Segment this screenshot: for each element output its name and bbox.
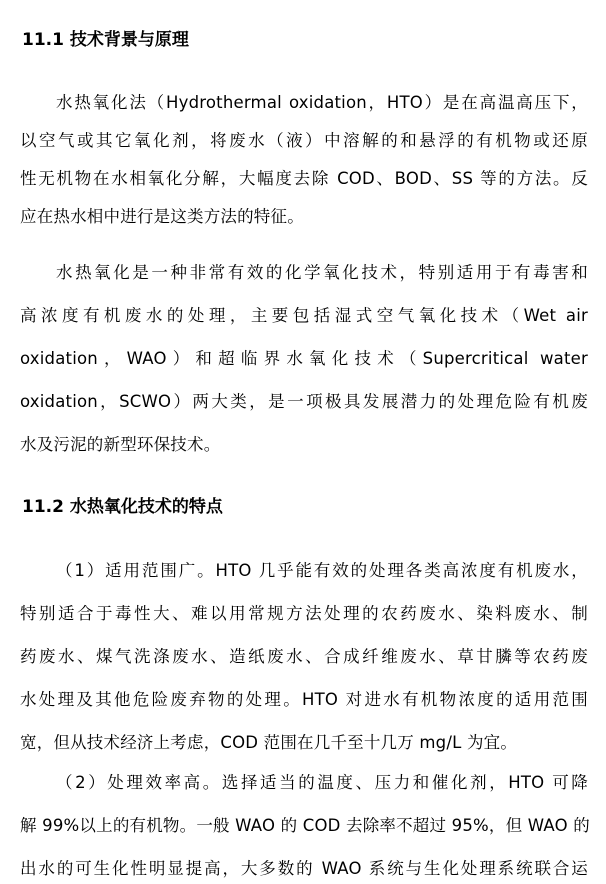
- text-line: oxidation，SCWO）两大类，是一项极具发展潜力的处理危险有机废: [20, 392, 588, 411]
- text-line: 水及污泥的新型环保技术。: [20, 435, 221, 454]
- text-line: 出水的可生化性明显提高，大多数的 WAO 系统与生化处理系统联合运: [20, 859, 588, 878]
- text-line: 以空气或其它氧化剂，将废水（液）中溶解的和悬浮的有机物或还原: [20, 131, 588, 150]
- section1-paragraph-2: [20, 258, 588, 460]
- text-line: 宽，但从技术经济上考虑，COD 范围在几千至十几万 mg/L 为宜。: [20, 733, 518, 752]
- text-line: （1）适用范围广。HTO 几乎能有效的处理各类高浓度有机废水，: [56, 561, 588, 580]
- text-line: 特别适合于毒性大、难以用常规方法处理的农药废水、染料废水、制: [20, 604, 588, 623]
- text-line: 水热氧化是一种非常有效的化学氧化技术，特别适用于有毒害和: [56, 263, 588, 282]
- text-line: oxidation，WAO）和超临界水氧化技术（Supercritical water: [20, 349, 588, 368]
- section-heading-1: 11.1 技术背景与原理: [22, 30, 189, 50]
- section-heading-2: 11.2 水热氧化技术的特点: [22, 497, 223, 517]
- text-line: 性无机物在水相氧化分解，大幅度去除 COD、BOD、SS 等的方法。反: [20, 169, 588, 188]
- text-line: 解 99%以上的有机物。一般 WAO 的 COD 去除率不超过 95%，但 WAO 的: [20, 816, 590, 835]
- text-line: 水处理及其他危险废弃物的处理。HTO 对进水有机物浓度的适用范围: [20, 690, 588, 709]
- section2-paragraph-1: [20, 556, 588, 758]
- text-line: （2）处理效率高。选择适当的温度、压力和催化剂，HTO 可降: [56, 773, 588, 792]
- text-line: 药废水、煤气洗涤废水、造纸废水、合成纤维废水、草甘膦等农药废: [20, 647, 588, 666]
- text-line: 水热氧化法（Hydrothermal oxidation，HTO）是在高温高压下，: [56, 93, 588, 112]
- section1-paragraph-1: [20, 88, 588, 232]
- section2-paragraph-2: [20, 768, 588, 884]
- text-line: 高浓度有机废水的处理，主要包括湿式空气氧化技术（Wet air: [20, 306, 588, 325]
- text-line: 应在热水相中进行是这类方法的特征。: [20, 207, 304, 226]
